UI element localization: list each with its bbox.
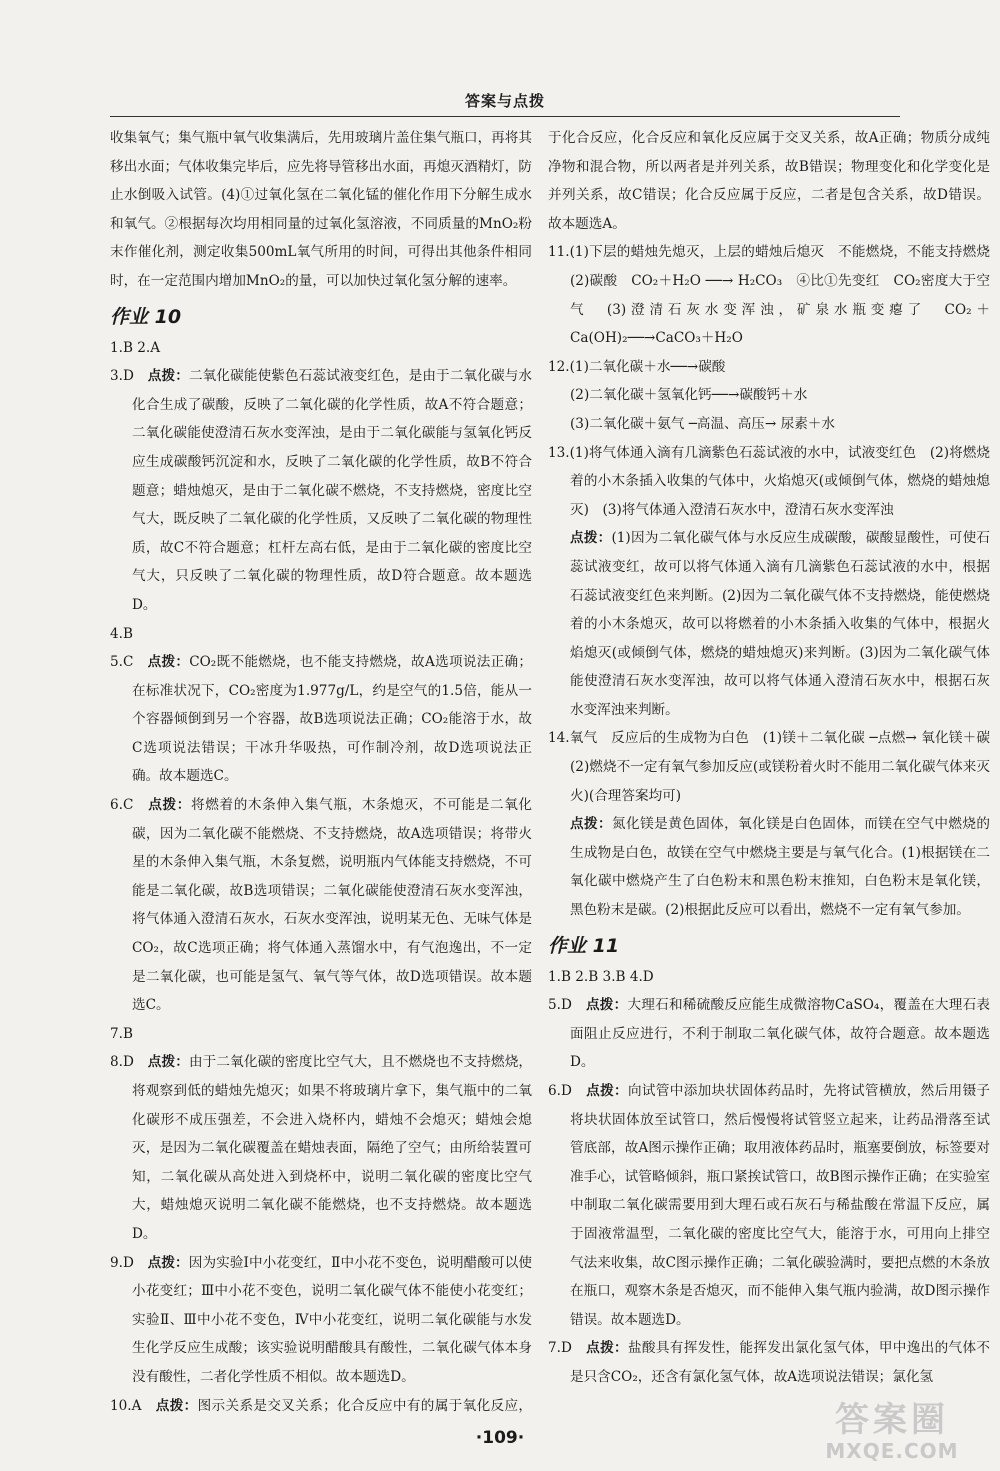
- item-number: 6.C: [110, 797, 134, 814]
- answer-item-13-hint: [548, 524, 990, 724]
- answer-item: [110, 620, 532, 649]
- item-number: 6.D: [548, 1083, 572, 1099]
- answer-item-13: 13.(1)将气体通入滴有几滴紫色石蕊试液的水中，试液变红色 (2)将燃烧着的小木条插入收集的气体中，火焰熄灭(或倾倒气体，燃烧的蜡烛熄灭) (3)将气体通入澄清石灰水中，澄清石灰水变浑浊: [548, 444, 990, 518]
- item-number: 5.D: [548, 997, 572, 1014]
- answer-item: [110, 1392, 532, 1424]
- hint-label: 点拨：: [147, 1254, 189, 1271]
- answer-item: [110, 791, 532, 1020]
- answer-item-14: 14.氧气 反应后的生成物为白色 (1)镁＋二氧化碳 ─点燃→ 氧化镁＋碳 (2)燃烧不一定有氧气参加反应(或镁粉着火时不能用二氧化碳气体来灭火)(合理答案均可): [548, 730, 990, 804]
- hint-label: 点拨：: [586, 1083, 628, 1099]
- item-number: 9.D: [110, 1254, 134, 1271]
- answer-item: [548, 963, 990, 992]
- hint-text: CO₂既不能燃烧，也不能支持燃烧，故A选项说法正确；在标准状况下，CO₂密度为1.977g/L，约是空气的1.5倍，能从一个容器倾倒到另一个容器，故B选项说法正确；CO₂能溶于水，故C选项说法错误；干冰升华吸热，可作制冷剂，故D选项说法正确。故本题选C。: [132, 654, 532, 785]
- header-rule: [110, 116, 900, 117]
- hint-label: 点拨：: [155, 1397, 198, 1414]
- hint-label: 点拨：: [147, 1054, 189, 1071]
- hint-label: 点拨：: [147, 654, 190, 671]
- watermark-text: 答案圈: [835, 1400, 949, 1440]
- hint-text: 由于二氧化碳的密度比空气大，且不燃烧也不支持燃烧，将观察到低的蜡烛先熄灭；如果不将玻璃片拿下，集气瓶中的二氧化碳形不成压强差，不会进入烧杯内，蜡烛不会熄灭；蜡烛会熄灭，是因为二氧化碳覆盖在蜡烛表面，隔绝了空气；由所给装置可知，二氧化碳从高处进入到烧杯中，说明二氧化碳的密度比空气大，蜡烛熄灭说明二氧化碳不能燃烧，也不支持燃烧。故本题选D。: [132, 1054, 532, 1242]
- section-title-11: 作业 11: [548, 934, 620, 957]
- hint-label: 点拨：: [570, 816, 613, 833]
- hint-text: 二氧化碳能使紫色石蕊试液变红色，是由于二氧化碳与水化合生成了碳酸，反映了二氧化碳的化学性质，故A不符合题意；二氧化碳能使澄清石灰水变浑浊，是由于二氧化碳能与氢氧化钙反应生成碳酸钙沉淀和水，反映了二氧化碳的化学性质，故B不符合题意；蜡烛熄灭，是由于二氧化碳不燃烧，不支持燃烧，密度比空气大，既反映了二氧化碳的化学性质，又反映了二氧化碳的物理性质，故C不符合题意；杠杆左高右低，是由于二氧化碳的密度比空气大，只反映了二氧化碳的物理性质，故D符合题意。故本题选D。: [132, 368, 532, 613]
- item-number: 8.D: [110, 1054, 134, 1071]
- hint-text: 氮化镁是黄色固体，氧化镁是白色固体，而镁在空气中燃烧的生成物是白色，故镁在空气中燃烧主要是与氧气化合。(1)根据镁在二氧化碳中燃烧产生了白色粉末和黑色粉末推知，白色粉末是氧化镁，黑色粉末是碳。(2)根据此反应可以看出，燃烧不一定有氧气参加。: [570, 816, 990, 919]
- answer-item: [548, 991, 990, 1077]
- answer-item: [110, 334, 532, 363]
- hint-text: 图示关系是交叉关系；化合反应中有的属于氧化反应，: [197, 1397, 532, 1414]
- item-number: 1.B 2.A: [110, 339, 161, 356]
- hint-text: 将燃着的木条伸入集气瓶，木条熄灭，不可能是二氧化碳，因为二氧化碳不能燃烧、不支持燃烧，故A选项错误；将带火星的木条伸入集气瓶，木条复燃，说明瓶内气体能支持燃烧，不可能是二氧化碳，故B选项错误；二氧化碳能使澄清石灰水变浑浊，将气体通入澄清石灰水，石灰水变浑浊，说明某无色、无味气体是CO₂，故C选项正确；将气体通入蒸馏水中，有气泡逸出，不一定是二氧化碳，也可能是氢气、氧气等气体，故D选项错误。故本题选C。: [132, 797, 532, 1014]
- hint-text: 向试管中添加块状固体药品时，先将试管横放，然后用镊子将块状固体放至试管口，然后慢慢将试管竖立起来，让药品滑落至试管底部，故A图示操作正确；取用液体药品时，瓶塞要倒放，标签要对准手心，试管略倾斜，瓶口紧挨试管口，故B图示操作正确；在实验室中制取二氧化碳需要用到大理石或石灰石与稀盐酸在常温下反应，属于固液常温型，二氧化碳的密度比空气大，能溶于水，可用向上排空气法来收集，故C图示操作正确；二氧化碳验满时，要把点燃的木条放在瓶口，观察木条是否熄灭，而不能伸入集气瓶内验满，故D图示操作错误。故本题选D。: [570, 1083, 990, 1328]
- right-column: [548, 124, 990, 1424]
- left-intro: 收集氧气；集气瓶中氧气收集满后，先用玻璃片盖住集气瓶口，再将其移出水面；气体收集完毕后，应先将导管移出水面，再熄灭酒精灯，防止水倒吸入试管。(4)①过氧化氢在二氧化锰的催化作用下分解生成水和氧气。②根据每次均用相同量的过氧化氢溶液，不同质量的MnO₂粉末作催化剂，测定收集500mL氧气所用的时间，可得出其他条件相同时，在一定范围内增加MnO₂的量，可以加快过氧化氢分解的速率。: [110, 130, 532, 289]
- answer-item: [110, 1048, 532, 1248]
- item-number: 7.D: [548, 1340, 572, 1357]
- hint-text: 大理石和稀硫酸反应能生成微溶物CaSO₄，覆盖在大理石表面阻止反应进行，不利于制取二氧化碳气体，故符合题意。故本题选D。: [570, 997, 990, 1071]
- hint-label: 点拨：: [147, 368, 189, 385]
- item-number: 10.A: [110, 1397, 142, 1414]
- hint-label: 点拨：: [570, 530, 612, 547]
- answer-item: [548, 1077, 990, 1334]
- item-number: 1.B 2.B 3.B 4.D: [548, 968, 654, 985]
- answer-item-14-hint: [548, 810, 990, 924]
- answer-item: [110, 362, 532, 619]
- item-number: 5.C: [110, 654, 134, 671]
- answer-item: [110, 648, 532, 791]
- item-number: 3.D: [110, 368, 134, 385]
- answer-item: [548, 1334, 990, 1391]
- answer-item-11: 11.(1)下层的蜡烛先熄灭，上层的蜡烛后熄灭 不能燃烧，不能支持燃烧 (2)碳酸 CO₂＋H₂O ──→ H₂CO₃ ④比①先变红 CO₂密度大于空气 (3)澄清石灰水变浑浊，矿泉水瓶变瘪了 CO₂＋Ca(OH)₂──→CaCO₃＋H₂O: [548, 244, 990, 347]
- hint-label: 点拨：: [586, 1340, 628, 1357]
- hint-text: (1)因为二氧化碳气体与水反应生成碳酸，碳酸显酸性，可使石蕊试液变红，故可以将气体通入滴有几滴紫色石蕊试液的水中，根据石蕊试液变红色来判断。(2)因为二氧化碳气体不支持燃烧，能使燃烧着的小木条熄灭，故可以将燃着的小木条插入收集的气体中，根据火焰熄灭(或倾倒气体，燃烧的蜡烛熄灭)来判断。(3)因为二氧化碳气体能使澄清石灰水变浑浊，故可以将气体通入澄清石灰水中，根据石灰水变浑浊来判断。: [570, 530, 990, 718]
- right-intro: 于化合反应，化合反应和氧化反应属于交叉关系，故A正确；物质分成纯净物和混合物，所以两者是并列关系，故B错误；物理变化和化学变化是并列关系，故C错误；化合反应属于反应，二者是包含关系，故D错误。故本题选A。: [548, 130, 990, 232]
- page-number: ·109·: [475, 1428, 525, 1448]
- hint-label: 点拨：: [148, 797, 191, 814]
- answer-item-12-line1: 12.(1)二氧化碳＋水──→碳酸: [548, 358, 726, 375]
- answer-item-12-line2: (2)二氧化碳＋氢氧化钙──→碳酸钙＋水: [570, 387, 808, 404]
- hint-label: 点拨：: [585, 997, 628, 1014]
- item-number: 7.B: [110, 1025, 133, 1042]
- answer-item: [110, 1020, 532, 1049]
- header-title: 答案与点拨: [464, 92, 545, 110]
- hint-text: 因为实验Ⅰ中小花变红，Ⅱ中小花不变色，说明醋酸可以使小花变红；Ⅲ中小花不变色，说明二氧化碳气体不能使小花变红；实验Ⅱ、Ⅲ中小花不变色，Ⅳ中小花变红，说明二氧化碳能与水发生化学反应生成酸；该实验说明醋酸具有酸性，二氧化碳气体本身没有酸性，二者化学性质不相似。故本题选D。: [132, 1254, 532, 1385]
- item-number: 4.B: [110, 625, 133, 642]
- section-title-10: 作业 10: [110, 305, 182, 328]
- watermark-url: MXQE.COM: [825, 1439, 959, 1463]
- answer-item: [110, 1249, 532, 1392]
- answer-item-12-line3: (3)二氧化碳＋氨气 ─高温、高压→ 尿素＋水: [570, 415, 835, 432]
- hint-text: 盐酸具有挥发性，能挥发出氯化氢气体，甲中逸出的气体不是只含CO₂，还含有氯化氢气体，故A选项说法错误；氯化氢: [570, 1340, 990, 1385]
- left-column: [110, 124, 532, 1424]
- page-header: [110, 86, 900, 122]
- watermark-logo: [792, 1400, 992, 1470]
